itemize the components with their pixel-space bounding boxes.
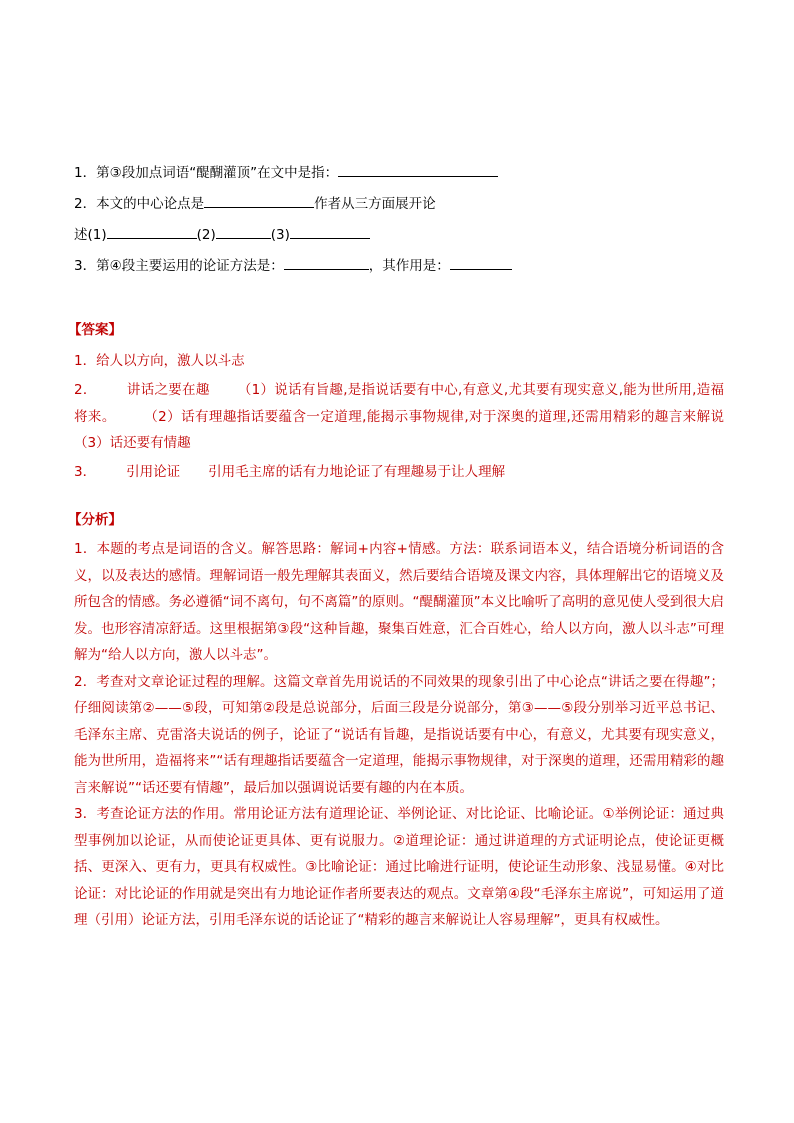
question-2-text-cont: 作者从三方面展开论 [314,196,436,212]
question-3-text-cont: ，其作用是： [368,258,450,274]
answer-3-method: 引用论证 [126,463,181,480]
answer-blank [290,221,370,239]
answer-2-thesis: 讲话之要在趣 [126,382,210,398]
analysis-1: 1．本题的考点是词语的含义。解答思路：解词+内容+情感。方法：联系词语本义，结合语境分析词语的含义，以及表达的感情。理解词语一般先理解其表面义，然后要结合语境及课文内容，具体理解出它的语境义及所包含的情感。务必遵循“词不离句，句不离篇”的原则。“醍醐灌顶”本义比喻听了高明的意见使人受到很大启发。也形容清凉舒适。这里根据第③段“这种旨趣，聚集百姓意，汇合百姓心，给人以方向，激人以斗志”可理解为“给人以方向，激人以斗志”。 [74,541,724,663]
answer-2-point-2: （2）话有理趣指话要蕴含一定道理,能揭示事物规律,对于深奥的道理,还需用精彩的趣言来解说 [143,408,724,425]
answer-3-reason: 引用毛主席的话有力地论证了有理趣易于让人理解 [208,463,506,480]
answer-3 [74,457,724,488]
question-1-text: 1．第③段加点词语“醍醐灌顶”在文中是指： [74,165,339,181]
answer-blank [216,221,271,239]
question-2-point-3: (3) [270,227,290,243]
answer-2-point-3: （3）话还要有情趣 [74,435,191,451]
question-1 [74,158,724,189]
answer-blank [204,190,314,208]
analysis-heading: 【分析】 [68,512,122,528]
question-3-text: 3．第④段主要运用的论证方法是： [74,258,284,274]
question-2-point-2: (2) [196,227,216,243]
questions-section [74,158,724,282]
question-2-text: 2．本文的中心论点是 [74,196,205,212]
answer-2-point-1: （1）说话有旨趣,是指说话要有中心,有意义,尤其要有现实意义,能为世所用,造福将来。 [74,382,725,425]
answer-blank [450,252,512,270]
answer-2-number: 2． [74,382,97,398]
answer-blank [338,159,498,177]
question-3 [74,251,724,282]
answer-blank [107,221,197,239]
answer-heading: 【答案】 [68,322,122,338]
question-2-point-1: 述(1) [74,227,107,243]
answer-1: 1．给人以方向，激人以斗志 [74,353,245,369]
question-2-continued [74,220,724,251]
answer-section [68,315,725,488]
analysis-2: 2．考查对文章论证过程的理解。这篇文章首先用说话的不同效果的现象引出了中心论点“讲话之要在得趣”；仔细阅读第②——⑤段，可知第②段是总说部分，后面三段是分说部分，第③——⑤段分别举习近平总书记、毛泽东主席、克雷洛夫说话的例子，论证了“说话有旨趣，是指说话要有中心，有意义，尤其要有现实意义，能为世所用，造福将来”“话有理趣指话要蕴含一定道理，能揭示事物规律，对于深奥的道理，还需用精彩的趣言来解说”“话还要有情趣”，最后加以强调说话要有趣的内在本质。 [74,673,724,796]
answer-blank [284,252,369,270]
answer-2 [74,377,724,457]
analysis-3: 3．考查论证方法的作用。常用论证方法有道理论证、举例论证、对比论证、比喻论证。①举例论证：通过典型事例加以论证，从而使论证更具体、更有说服力。②道理论证：通过讲道理的方式证明论点，使论证更概括、更深入、更有力，更具有权威性。③比喻论证：通过比喻进行证明，使论证生动形象、浅显易懂。④对比论证：对比论证的作用就是突出有力地论证作者所要表达的观点。文章第④段“毛泽东主席说”，可知运用了道理（引用）论证方法，引用毛泽东说的话论证了“精彩的趣言来解说让人容易理解”，更具有权威性。 [74,806,724,928]
answer-3-number: 3． [74,463,97,480]
question-2 [74,189,724,220]
analysis-section [68,505,724,934]
